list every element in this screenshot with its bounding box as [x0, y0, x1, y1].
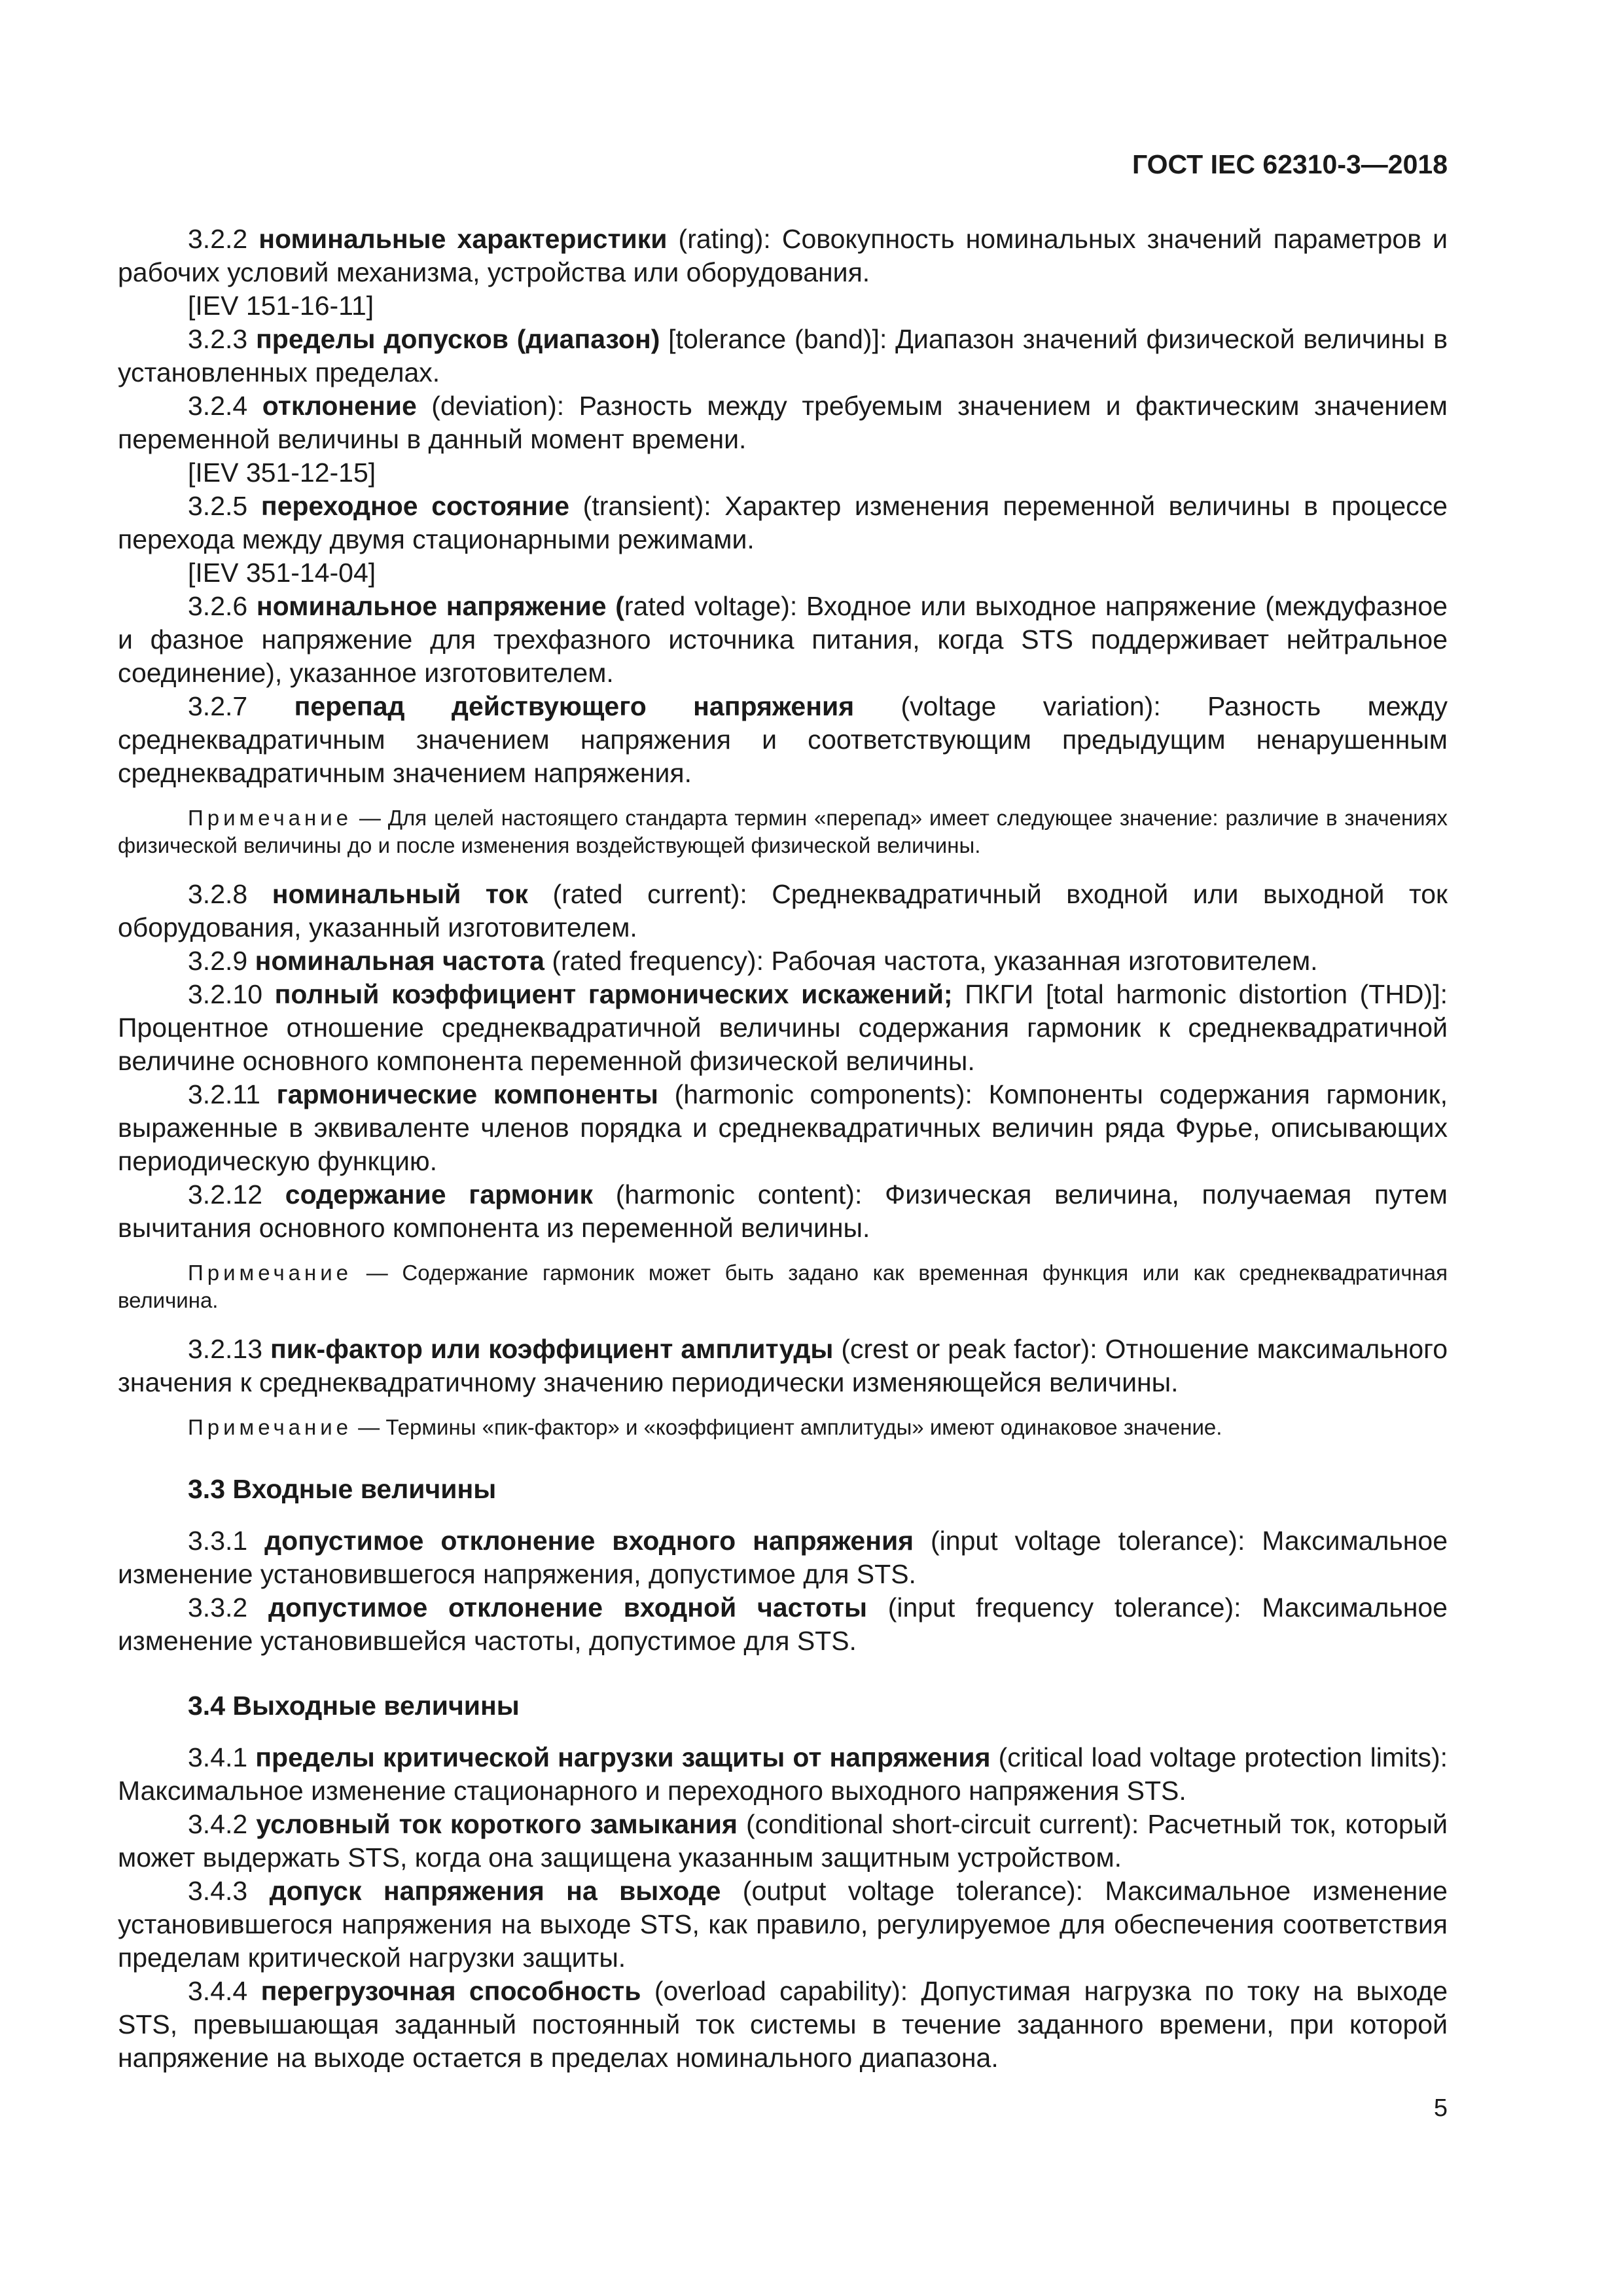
term-name: переходное состояние — [260, 491, 570, 521]
term-text: 3.4.3 — [188, 1876, 248, 1906]
term-text: 3.2.4 — [188, 391, 248, 421]
term-text: (overload capability): Допустимая нагрузка по току на выходе STS, превышающая заданный постоянный ток системы в течение заданного времени, при которой напряжение на выходе остается в пределах номинального диапазона. — [118, 1976, 1448, 2073]
term-text: rated voltage): Входное или выходное напряжение (междуфазное и фазное напряжение для трехфазного источника питания, когда STS поддерживает нейтральное соединение), указанное изготовителем. — [118, 591, 1448, 688]
term-entry — [118, 878, 1448, 944]
section-title: 3.4 Выходные величины — [188, 1691, 520, 1721]
term-entry — [118, 1333, 1448, 1399]
term-text: 3.2.8 — [188, 879, 248, 909]
term-text: — Содержание гармоник может быть задано как временная функция или как среднеквадратичная величина. — [118, 1261, 1448, 1312]
term-name: допустимое отклонение входной частоты — [268, 1592, 868, 1623]
term-text: — Для целей настоящего стандарта термин «перепад» имеет следующее значение: различие в значениях физической величины до и после изменения воздействующей физической величины. — [118, 806, 1448, 857]
note-label: Примечание — [188, 1261, 353, 1285]
term-text: 3.2.2 — [188, 224, 248, 254]
term-text: 3.3.2 — [188, 1592, 248, 1623]
term-name: допустимое отклонение входного напряжения — [264, 1526, 914, 1556]
term-entry — [118, 1524, 1448, 1591]
term-text: 3.2.6 — [188, 591, 248, 621]
term-entry — [118, 590, 1448, 690]
note-label: Примечание — [188, 1415, 353, 1439]
term-text: (input voltage tolerance): Максимальное изменение установившегося напряжения, допустимое для STS. — [118, 1526, 1448, 1589]
note — [118, 1259, 1448, 1314]
term-text: (rated current): Среднеквадратичный входной или выходной ток оборудования, указанный изготовителем. — [118, 879, 1448, 942]
term-entry — [118, 1874, 1448, 1975]
term-text: (voltage variation): Разность между среднеквадратичным значением напряжения и соответствующим предыдущим ненарушенным среднеквадратичным значением напряжения. — [118, 691, 1448, 788]
document-body — [118, 223, 1448, 2075]
term-text: (input frequency tolerance): Максимальное изменение установившейся частоты, допустимое для STS. — [118, 1592, 1448, 1656]
term-entry — [118, 1078, 1448, 1178]
term-text: 3.2.13 — [188, 1334, 262, 1364]
term-entry — [118, 323, 1448, 389]
term-text: 3.2.12 — [188, 1179, 262, 1210]
term-text: (rating): Совокупность номинальных значений параметров и рабочих условий механизма, устройства или оборудования. — [118, 224, 1448, 287]
iev-reference: [IEV 351-14-04] — [188, 558, 376, 588]
term-name: пределы критической нагрузки защиты от напряжения — [255, 1742, 991, 1772]
term-entry — [118, 223, 1448, 289]
term-text: (crest or peak factor): Отношение максимального значения к среднеквадратичному значению периодически изменяющейся величины. — [118, 1334, 1448, 1397]
term-name: содержание гармоник — [285, 1179, 594, 1210]
term-text: (output voltage tolerance): Максимальное изменение установившегося напряжения на выходе STS, как правило, регулируемое для обеспечения соответствия пределам критической нагрузки защиты. — [118, 1876, 1448, 1973]
term-text: 3.2.9 — [188, 946, 248, 976]
term-name: отклонение — [262, 391, 417, 421]
term-entry — [118, 1975, 1448, 2075]
term-entry — [118, 1741, 1448, 1808]
term-name: перегрузочная способность — [260, 1976, 641, 2006]
term-text: 3.2.5 — [188, 491, 248, 521]
term-text: 3.4.4 — [188, 1976, 248, 2006]
term-text: (transient): Характер изменения переменной величины в процессе перехода между двумя стационарными режимами. — [118, 491, 1448, 554]
term-text: 3.2.7 — [188, 691, 248, 721]
term-text: (deviation): Разность между требуемым значением и фактическим значением переменной величины в данный момент времени. — [118, 391, 1448, 454]
term-text: 3.4.2 — [188, 1809, 248, 1839]
iev-reference: [IEV 151-16-11] — [188, 291, 374, 321]
note — [118, 804, 1448, 859]
term-name: гармонические компоненты — [276, 1079, 658, 1109]
term-text: (rated frequency): Рабочая частота, указанная изготовителем. — [544, 946, 1318, 976]
term-name: полный коэффициент гармонических искажений; — [274, 979, 953, 1009]
term-text: ПКГИ [total harmonic distortion (THD)]: Процентное отношение среднеквадратичной величины содержания гармоник к среднеквадратичной величине основного компонента переменной физической величины. — [118, 979, 1448, 1076]
document-header: ГОСТ IEC 62310-3—2018 — [1132, 149, 1448, 179]
term-entry — [118, 389, 1448, 456]
term-text: 3.4.1 — [188, 1742, 248, 1772]
term-text: 3.2.11 — [188, 1079, 260, 1109]
term-text: — Термины «пик-фактор» и «коэффициент амплитуды» имеют одинаковое значение. — [352, 1415, 1222, 1439]
iev-reference: [IEV 351-12-15] — [188, 457, 376, 488]
term-entry — [118, 1808, 1448, 1874]
term-entry — [118, 1178, 1448, 1245]
term-name: номинальная частота — [255, 946, 544, 976]
term-name: пик-фактор или коэффициент амплитуды — [270, 1334, 834, 1364]
term-name: допуск напряжения на выходе — [269, 1876, 721, 1906]
term-text: [tolerance (band)]: Диапазон значений физической величины в установленных пределах. — [118, 324, 1448, 387]
term-entry — [118, 978, 1448, 1078]
term-text: (harmonic components): Компоненты содержания гармоник, выраженные в эквиваленте членов порядка и среднеквадратичных величин ряда Фурье, описывающих периодическую функцию. — [118, 1079, 1448, 1176]
term-text: 3.3.1 — [188, 1526, 248, 1556]
section-title: 3.3 Входные величины — [188, 1474, 497, 1504]
term-name: перепад действующего напряжения — [294, 691, 855, 721]
term-name: пределы допусков (диапазон) — [256, 324, 660, 354]
term-text: (harmonic content): Физическая величина, получаемая путем вычитания основного компонента из переменной величины. — [118, 1179, 1448, 1243]
note-label: Примечание — [188, 806, 353, 830]
term-name: условный ток короткого замыкания — [256, 1809, 738, 1839]
term-name: номинальное напряжение ( — [256, 591, 624, 621]
term-text: (conditional short-circuit current): Расчетный ток, который может выдержать STS, когда она защищена указанным защитным устройством. — [118, 1809, 1448, 1873]
term-text: (critical load voltage protection limits): Максимальное изменение стационарного и переходного выходного напряжения STS. — [118, 1742, 1448, 1806]
term-text: 3.2.3 — [188, 324, 248, 354]
term-entry — [118, 490, 1448, 556]
term-entry — [118, 1591, 1448, 1658]
term-name: номинальные характеристики — [259, 224, 668, 254]
term-entry — [118, 944, 1448, 978]
term-name: номинальный ток — [272, 879, 528, 909]
term-text: 3.2.10 — [188, 979, 262, 1009]
page-number: 5 — [1433, 2094, 1448, 2122]
note — [118, 1414, 1448, 1441]
term-entry — [118, 690, 1448, 790]
